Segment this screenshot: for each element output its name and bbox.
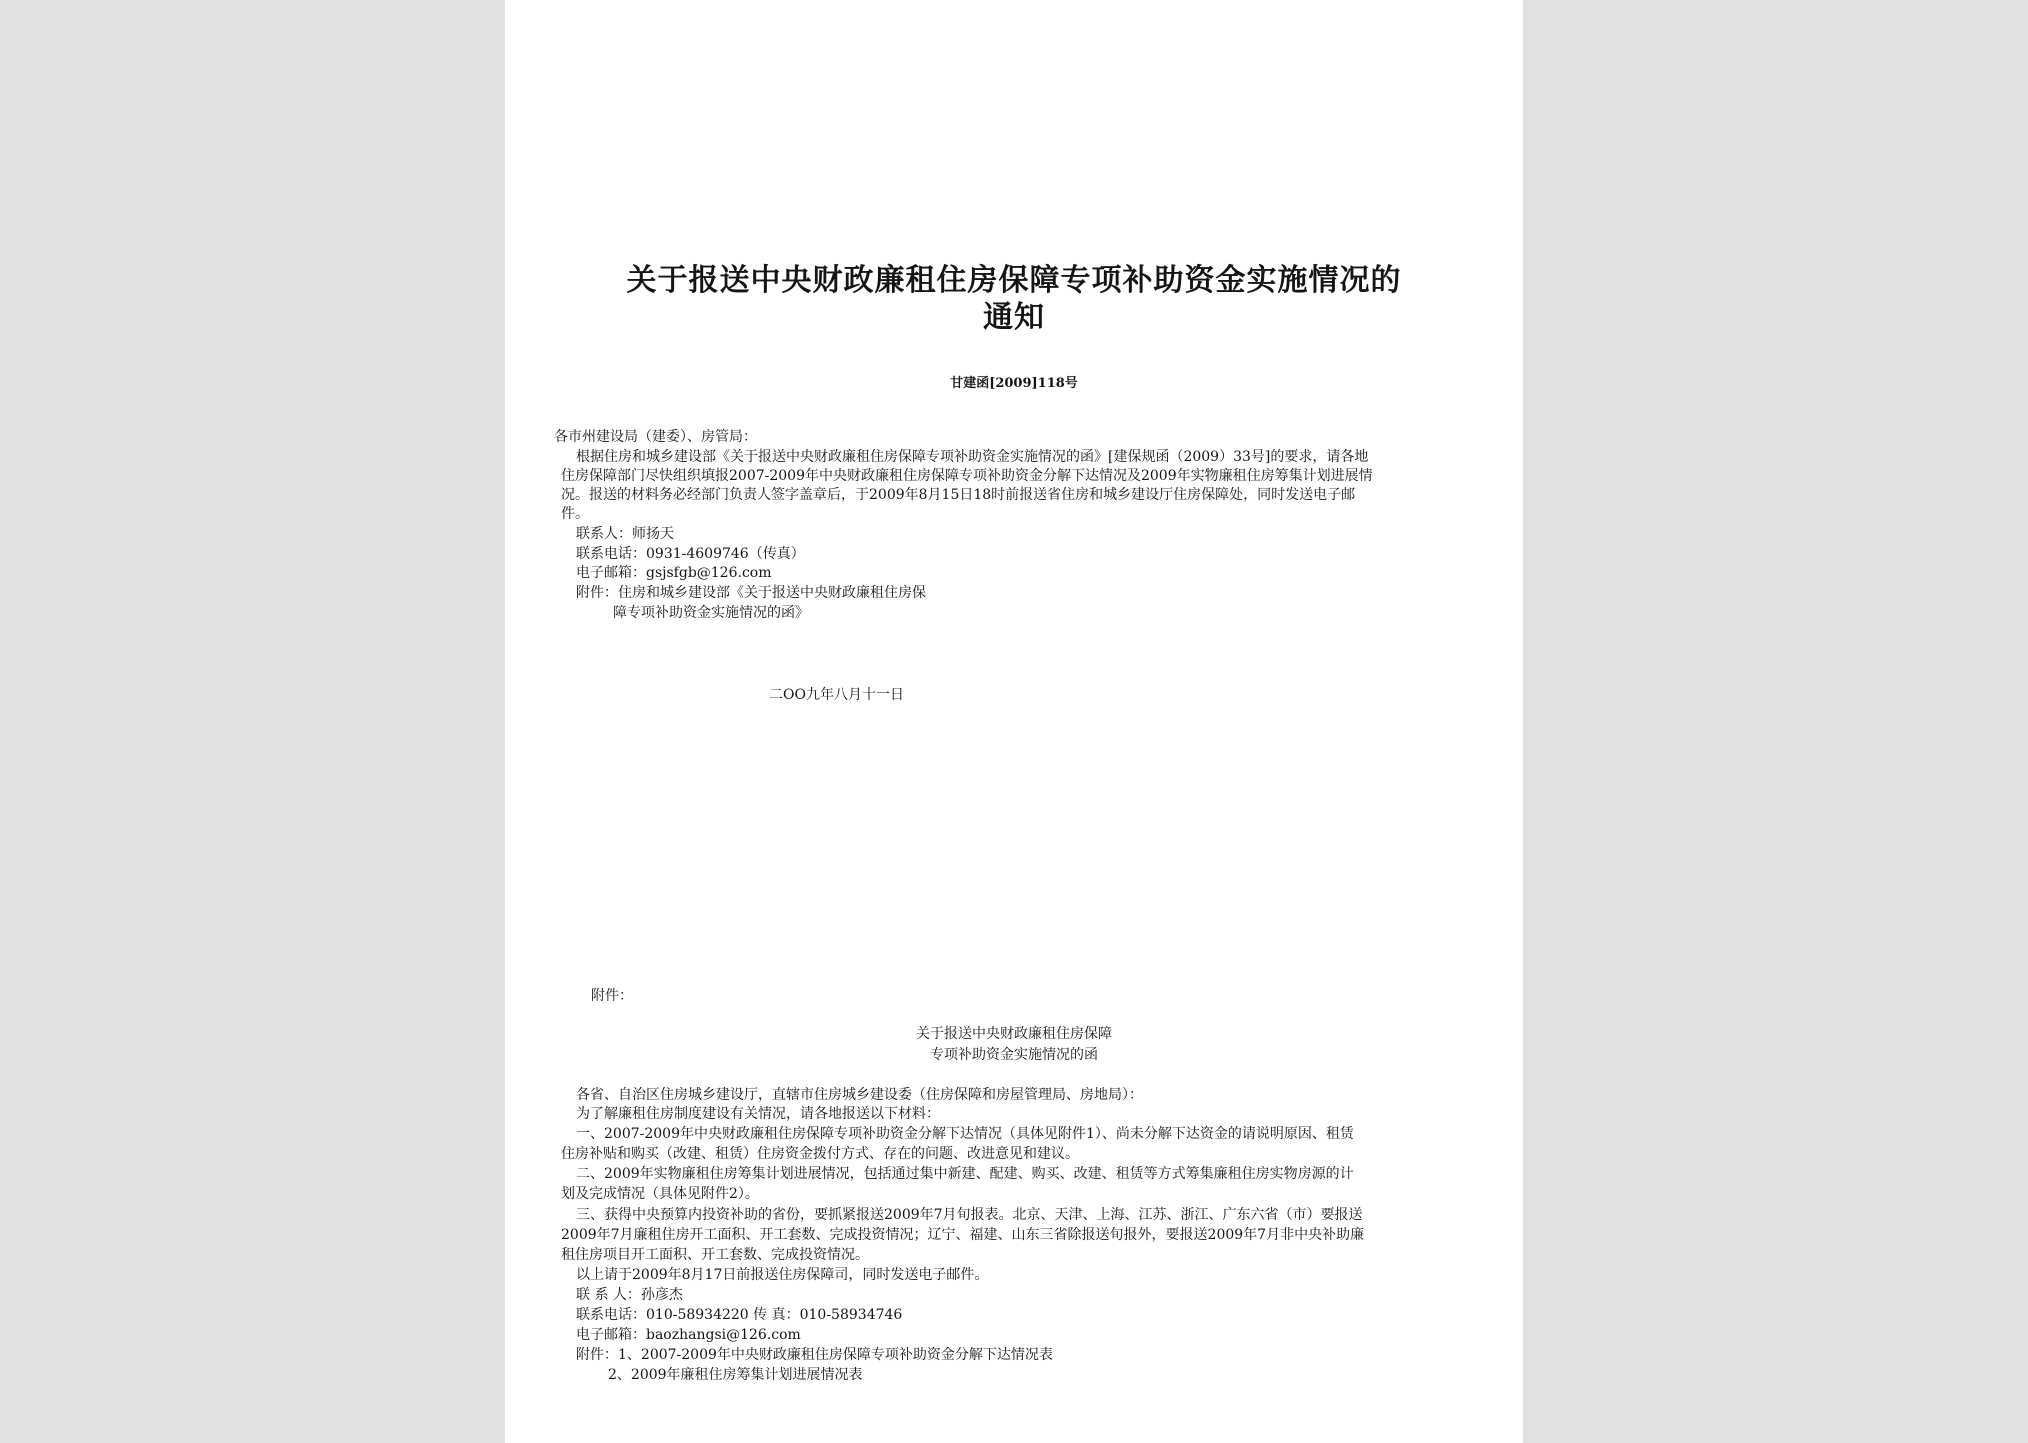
appendix-item-3-line-2: 2009年7月廉租住房开工面积、开工套数、完成投资情况；辽宁、福建、山东三省除报送旬报外，要报送2009年7月非中央补助廉 — [561, 1227, 1365, 1243]
appendix-contact-email: 电子邮箱：baozhangsi@126.com — [576, 1327, 801, 1343]
appendix-intro: 为了解廉租住房制度建设有关情况，请各地报送以下材料： — [576, 1106, 940, 1122]
appendix-item-1-line-2: 住房补贴和购买（改建、租赁）住房资金拨付方式、存在的问题、改进意见和建议。 — [561, 1146, 1079, 1162]
notice-contact-person: 联系人：师扬天 — [576, 526, 674, 542]
notice-attachment-line-2: 障专项补助资金实施情况的函》 — [613, 605, 809, 621]
appendix-attachment-2: 2、2009年廉租住房筹集计划进展情况表 — [608, 1367, 863, 1383]
appendix-item-2-line-2: 划及完成情况（具体见附件2）。 — [561, 1186, 759, 1202]
notice-date: 二OO九年八月十一日 — [769, 687, 904, 703]
notice-title-line-2: 通知 — [983, 300, 1045, 335]
notice-body-line: 住房保障部门尽快组织填报2007-2009年中央财政廉租住房保障专项补助资金分解下达情况及2009年实物廉租住房筹集计划进展情 — [561, 468, 1373, 484]
appendix-attachment-1: 附件：1、2007-2009年中央财政廉租住房保障专项补助资金分解下达情况表 — [576, 1347, 1053, 1363]
appendix-title-line-2: 专项补助资金实施情况的函 — [930, 1047, 1098, 1063]
document-page — [505, 0, 1523, 1443]
appendix-item-2-line-1: 二、2009年实物廉租住房筹集计划进展情况，包括通过集中新建、配建、购买、改建、租赁等方式筹集廉租住房实物房源的计 — [576, 1166, 1354, 1182]
notice-body-line: 根据住房和城乡建设部《关于报送中央财政廉租住房保障专项补助资金实施情况的函》[建保规函（2009）33号]的要求，请各地 — [576, 449, 1369, 465]
appendix-item-3-line-3: 租住房项目开工面积、开工套数、完成投资情况。 — [561, 1247, 869, 1263]
document-number: 甘建函[2009]118号 — [950, 376, 1078, 391]
appendix-title-line-1: 关于报送中央财政廉租住房保障 — [916, 1026, 1112, 1042]
appendix-contact-phone: 联系电话：010-58934220 传 真：010-58934746 — [576, 1307, 903, 1323]
notice-body-line: 件。 — [561, 506, 589, 522]
notice-title-line-1: 关于报送中央财政廉租住房保障专项补助资金实施情况的 — [626, 263, 1402, 298]
appendix-label: 附件： — [591, 988, 633, 1004]
notice-body-line: 况。报送的材料务必经部门负责人签字盖章后，于2009年8月15日18时前报送省住房和城乡建设厅住房保障处，同时发送电子邮 — [561, 487, 1356, 503]
notice-attachment-line-1: 附件：住房和城乡建设部《关于报送中央财政廉租住房保 — [576, 585, 926, 601]
appendix-deadline: 以上请于2009年8月17日前报送住房保障司，同时发送电子邮件。 — [576, 1267, 989, 1283]
notice-contact-email: 电子邮箱：gsjsfgb@126.com — [576, 565, 772, 581]
appendix-item-3-line-1: 三、获得中央预算内投资补助的省份，要抓紧报送2009年7月旬报表。北京、天津、上海、江苏、浙江、广东六省（市）要报送 — [576, 1207, 1363, 1223]
notice-contact-phone: 联系电话：0931-4609746（传真） — [576, 546, 805, 562]
appendix-contact-person: 联 系 人：孙彦杰 — [576, 1287, 683, 1303]
appendix-item-1-line-1: 一、2007-2009年中央财政廉租住房保障专项补助资金分解下达情况（具体见附件1）、尚未分解下达资金的请说明原因、租赁 — [576, 1126, 1354, 1142]
notice-recipients: 各市州建设局（建委）、房管局： — [554, 429, 757, 445]
appendix-recipients: 各省、自治区住房城乡建设厅，直辖市住房城乡建设委（住房保障和房屋管理局、房地局）： — [576, 1087, 1143, 1103]
